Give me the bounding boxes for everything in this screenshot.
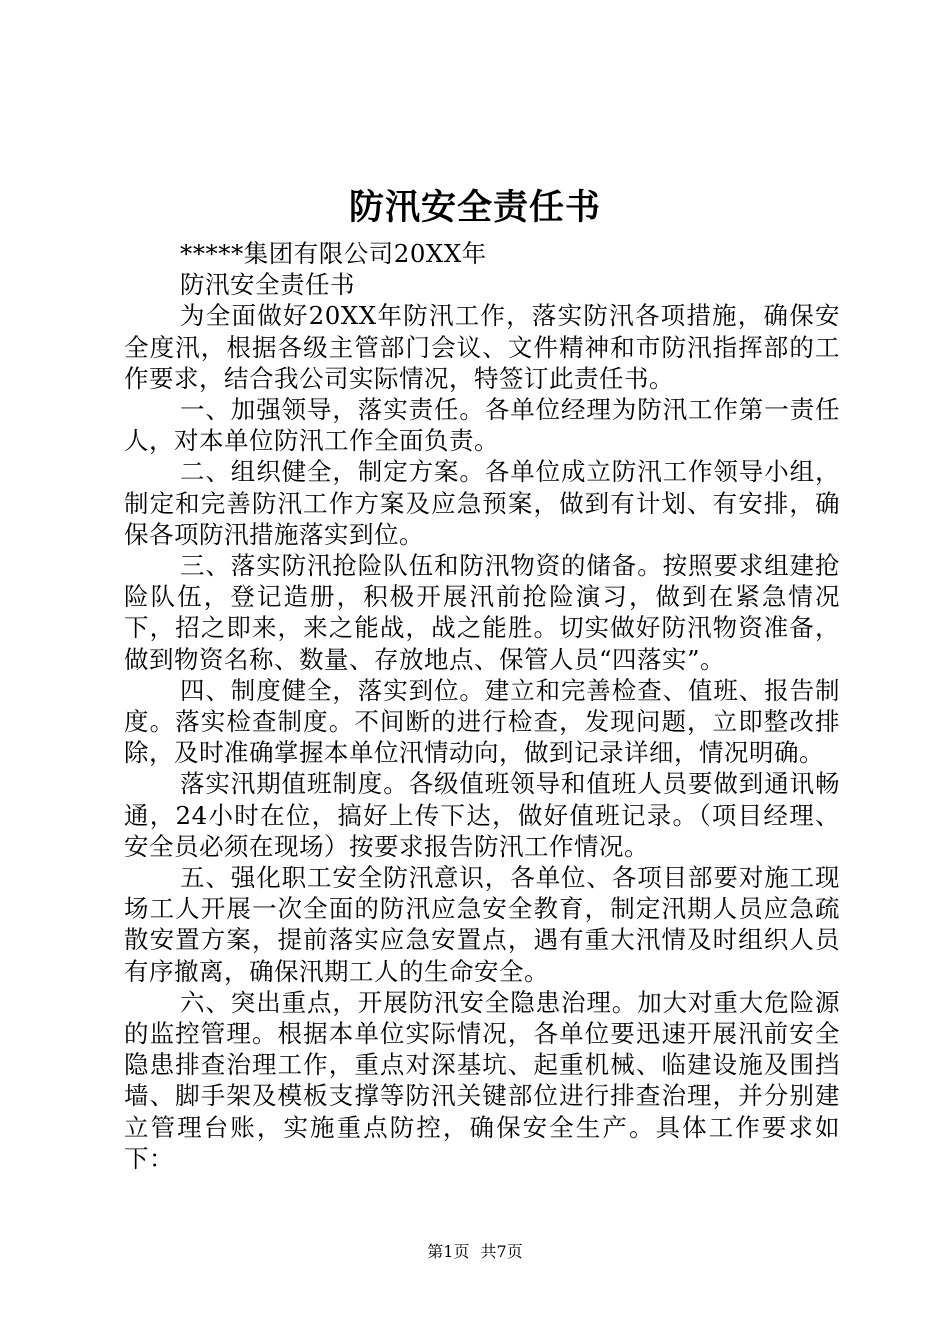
page-number: 第1页 xyxy=(427,1242,470,1261)
paragraph-leadership: 一、加强领导，落实责任。各单位经理为防汛工作第一责任人，对本单位防汛工作全面负责。 xyxy=(124,395,840,456)
paragraph-rescue-team: 三、落实防汛抢险队伍和防汛物资的储备。按照要求组建抢险队伍，登记造册，积极开展汛前抢险演习，做到在紧急情况下，招之即来，来之能战，战之能胜。切实做好防汛物资准备，做到物资名称、数量、存放地点、保管人员“四落实”。 xyxy=(124,551,840,674)
paragraph-duty: 落实汛期值班制度。各级值班领导和值班人员要做到通讯畅通，24小时在位，搞好上传下达，做好值班记录。（项目经理、安全员必须在现场）按要求报告防汛工作情况。 xyxy=(124,769,840,861)
page-footer xyxy=(0,1240,950,1264)
paragraph-system: 四、制度健全，落实到位。建立和完善检查、值班、报告制度。落实检查制度。不间断的进行检查，发现问题，立即整改排除，及时准确掌握本单位汛情动向，做到记录详细，情况明确。 xyxy=(124,675,840,768)
subtitle-line: 防汛安全责任书 xyxy=(180,270,355,300)
paragraph-organization: 二、组织健全，制定方案。各单位成立防汛工作领导小组，制定和完善防汛工作方案及应急预案，做到有计划、有安排，确保各项防汛措施落实到位。 xyxy=(124,457,840,549)
company-line: *****集团有限公司20XX年 xyxy=(180,239,487,268)
document-body xyxy=(124,238,840,1174)
intro-paragraph: 为全面做好20XX年防汛工作，落实防汛各项措施，确保安全度汛，根据各级主管部门会议、文件精神和市防汛指挥部的工作要求，结合我公司实际情况，特签订此责任书。 xyxy=(124,301,840,393)
page-total: 共7页 xyxy=(480,1242,523,1261)
document-title: 防汛安全责任书 xyxy=(348,187,601,228)
paragraph-awareness: 五、强化职工安全防汛意识，各单位、各项目部要对施工现场工人开展一次全面的防汛应急安全教育，制定汛期人员应急疏散安置方案，提前落实应急安置点，遇有重大汛情及时组织人员有序撤离，确保汛期工人的生命安全。 xyxy=(124,863,840,986)
paragraph-hazard: 六、突出重点，开展防汛安全隐患治理。加大对重大危险源的监控管理。根据本单位实际情况，各单位要迅速开展汛前安全隐患排查治理工作，重点对深基坑、起重机械、临建设施及围挡墙、脚手架及模板支撑等防汛关键部位进行排查治理，并分别建立管理台账，实施重点防控，确保安全生产。具体工作要求如下： xyxy=(124,987,840,1173)
